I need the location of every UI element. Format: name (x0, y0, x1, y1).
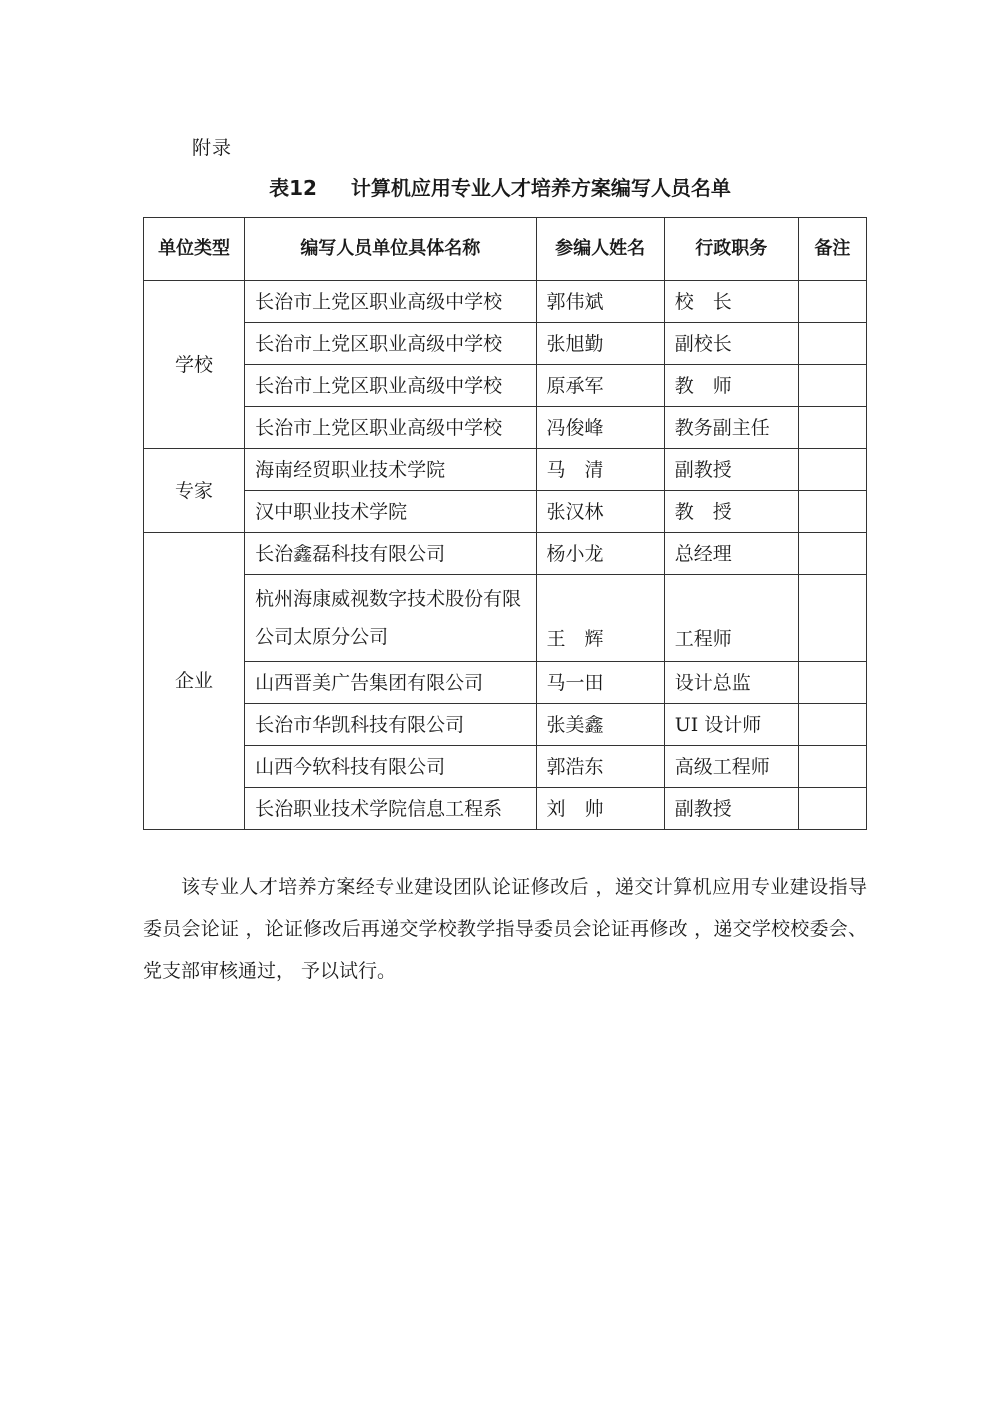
header-admin-role: 行政职务 (664, 218, 798, 281)
org-cell: 汉中职业技术学院 (245, 491, 536, 533)
table-title-text: 计算机应用专业人才培养方案编写人员名单 (350, 176, 731, 200)
note-cell (798, 323, 866, 365)
person-cell: 王 辉 (536, 575, 664, 662)
role-cell: 教 师 (664, 365, 798, 407)
note-cell (798, 281, 866, 323)
org-cell: 长治市上党区职业高级中学校 (245, 365, 536, 407)
person-cell: 郭伟斌 (536, 281, 664, 323)
appendix-label: 附录 (192, 137, 233, 159)
table-title (0, 172, 1000, 201)
org-cell: 长治鑫磊科技有限公司 (245, 533, 536, 575)
approval-paragraph: 该专业人才培养方案经专业建设团队论证修改后 ，递交计算机应用专业建设指导委员会论证 ，论证修改后再递交学校教学指导委员会论证再修改 ，递交学校校委会、党支部审核通过， 予以试行。 (143, 876, 867, 982)
role-cell: 副校长 (664, 323, 798, 365)
person-cell: 马 清 (536, 449, 664, 491)
header-note: 备注 (798, 218, 866, 281)
note-cell (798, 788, 866, 830)
note-cell (798, 704, 866, 746)
unit-type-cell: 专家 (144, 449, 245, 533)
org-cell: 长治市上党区职业高级中学校 (245, 281, 536, 323)
table-row (144, 449, 867, 491)
table-row (144, 704, 867, 746)
note-cell (798, 491, 866, 533)
role-cell: 工程师 (664, 575, 798, 662)
table-row (144, 662, 867, 704)
role-cell: 总经理 (664, 533, 798, 575)
person-cell: 冯俊峰 (536, 407, 664, 449)
person-cell: 张美鑫 (536, 704, 664, 746)
org-cell: 长治市上党区职业高级中学校 (245, 407, 536, 449)
header-unit-type: 单位类型 (144, 218, 245, 281)
table-number: 表12 (269, 176, 317, 200)
table-row (144, 365, 867, 407)
org-cell: 杭州海康威视数字技术股份有限公司太原分公司 (245, 575, 536, 662)
header-org-name: 编写人员单位具体名称 (245, 218, 536, 281)
org-cell: 长治职业技术学院信息工程系 (245, 788, 536, 830)
role-cell: 设计总监 (664, 662, 798, 704)
table-row (144, 323, 867, 365)
unit-type-cell: 学校 (144, 281, 245, 449)
person-cell: 张旭勤 (536, 323, 664, 365)
role-cell: 副教授 (664, 449, 798, 491)
org-cell: 山西晋美广告集团有限公司 (245, 662, 536, 704)
note-cell (798, 575, 866, 662)
org-cell: 长治市上党区职业高级中学校 (245, 323, 536, 365)
table-row (144, 491, 867, 533)
note-cell (798, 662, 866, 704)
table-row (144, 746, 867, 788)
org-cell: 山西今软科技有限公司 (245, 746, 536, 788)
role-cell: 副教授 (664, 788, 798, 830)
role-cell: 校 长 (664, 281, 798, 323)
table-row (144, 281, 867, 323)
note-cell (798, 746, 866, 788)
person-cell: 刘 帅 (536, 788, 664, 830)
note-cell (798, 533, 866, 575)
role-cell: 高级工程师 (664, 746, 798, 788)
person-cell: 杨小龙 (536, 533, 664, 575)
unit-type-cell: 企业 (144, 533, 245, 830)
role-cell: 教务副主任 (664, 407, 798, 449)
org-cell: 海南经贸职业技术学院 (245, 449, 536, 491)
table-row (144, 407, 867, 449)
staff-table (143, 217, 867, 830)
table-row (144, 788, 867, 830)
note-cell (798, 365, 866, 407)
note-cell (798, 449, 866, 491)
person-cell: 马一田 (536, 662, 664, 704)
role-cell: 教 授 (664, 491, 798, 533)
table-row (144, 533, 867, 575)
person-cell: 郭浩东 (536, 746, 664, 788)
table-header-row (144, 218, 867, 281)
person-cell: 张汉林 (536, 491, 664, 533)
note-cell (798, 407, 866, 449)
header-person-name: 参编人姓名 (536, 218, 664, 281)
person-cell: 原承军 (536, 365, 664, 407)
table-row (144, 575, 867, 662)
org-cell: 长治市华凯科技有限公司 (245, 704, 536, 746)
role-cell: UI 设计师 (664, 704, 798, 746)
